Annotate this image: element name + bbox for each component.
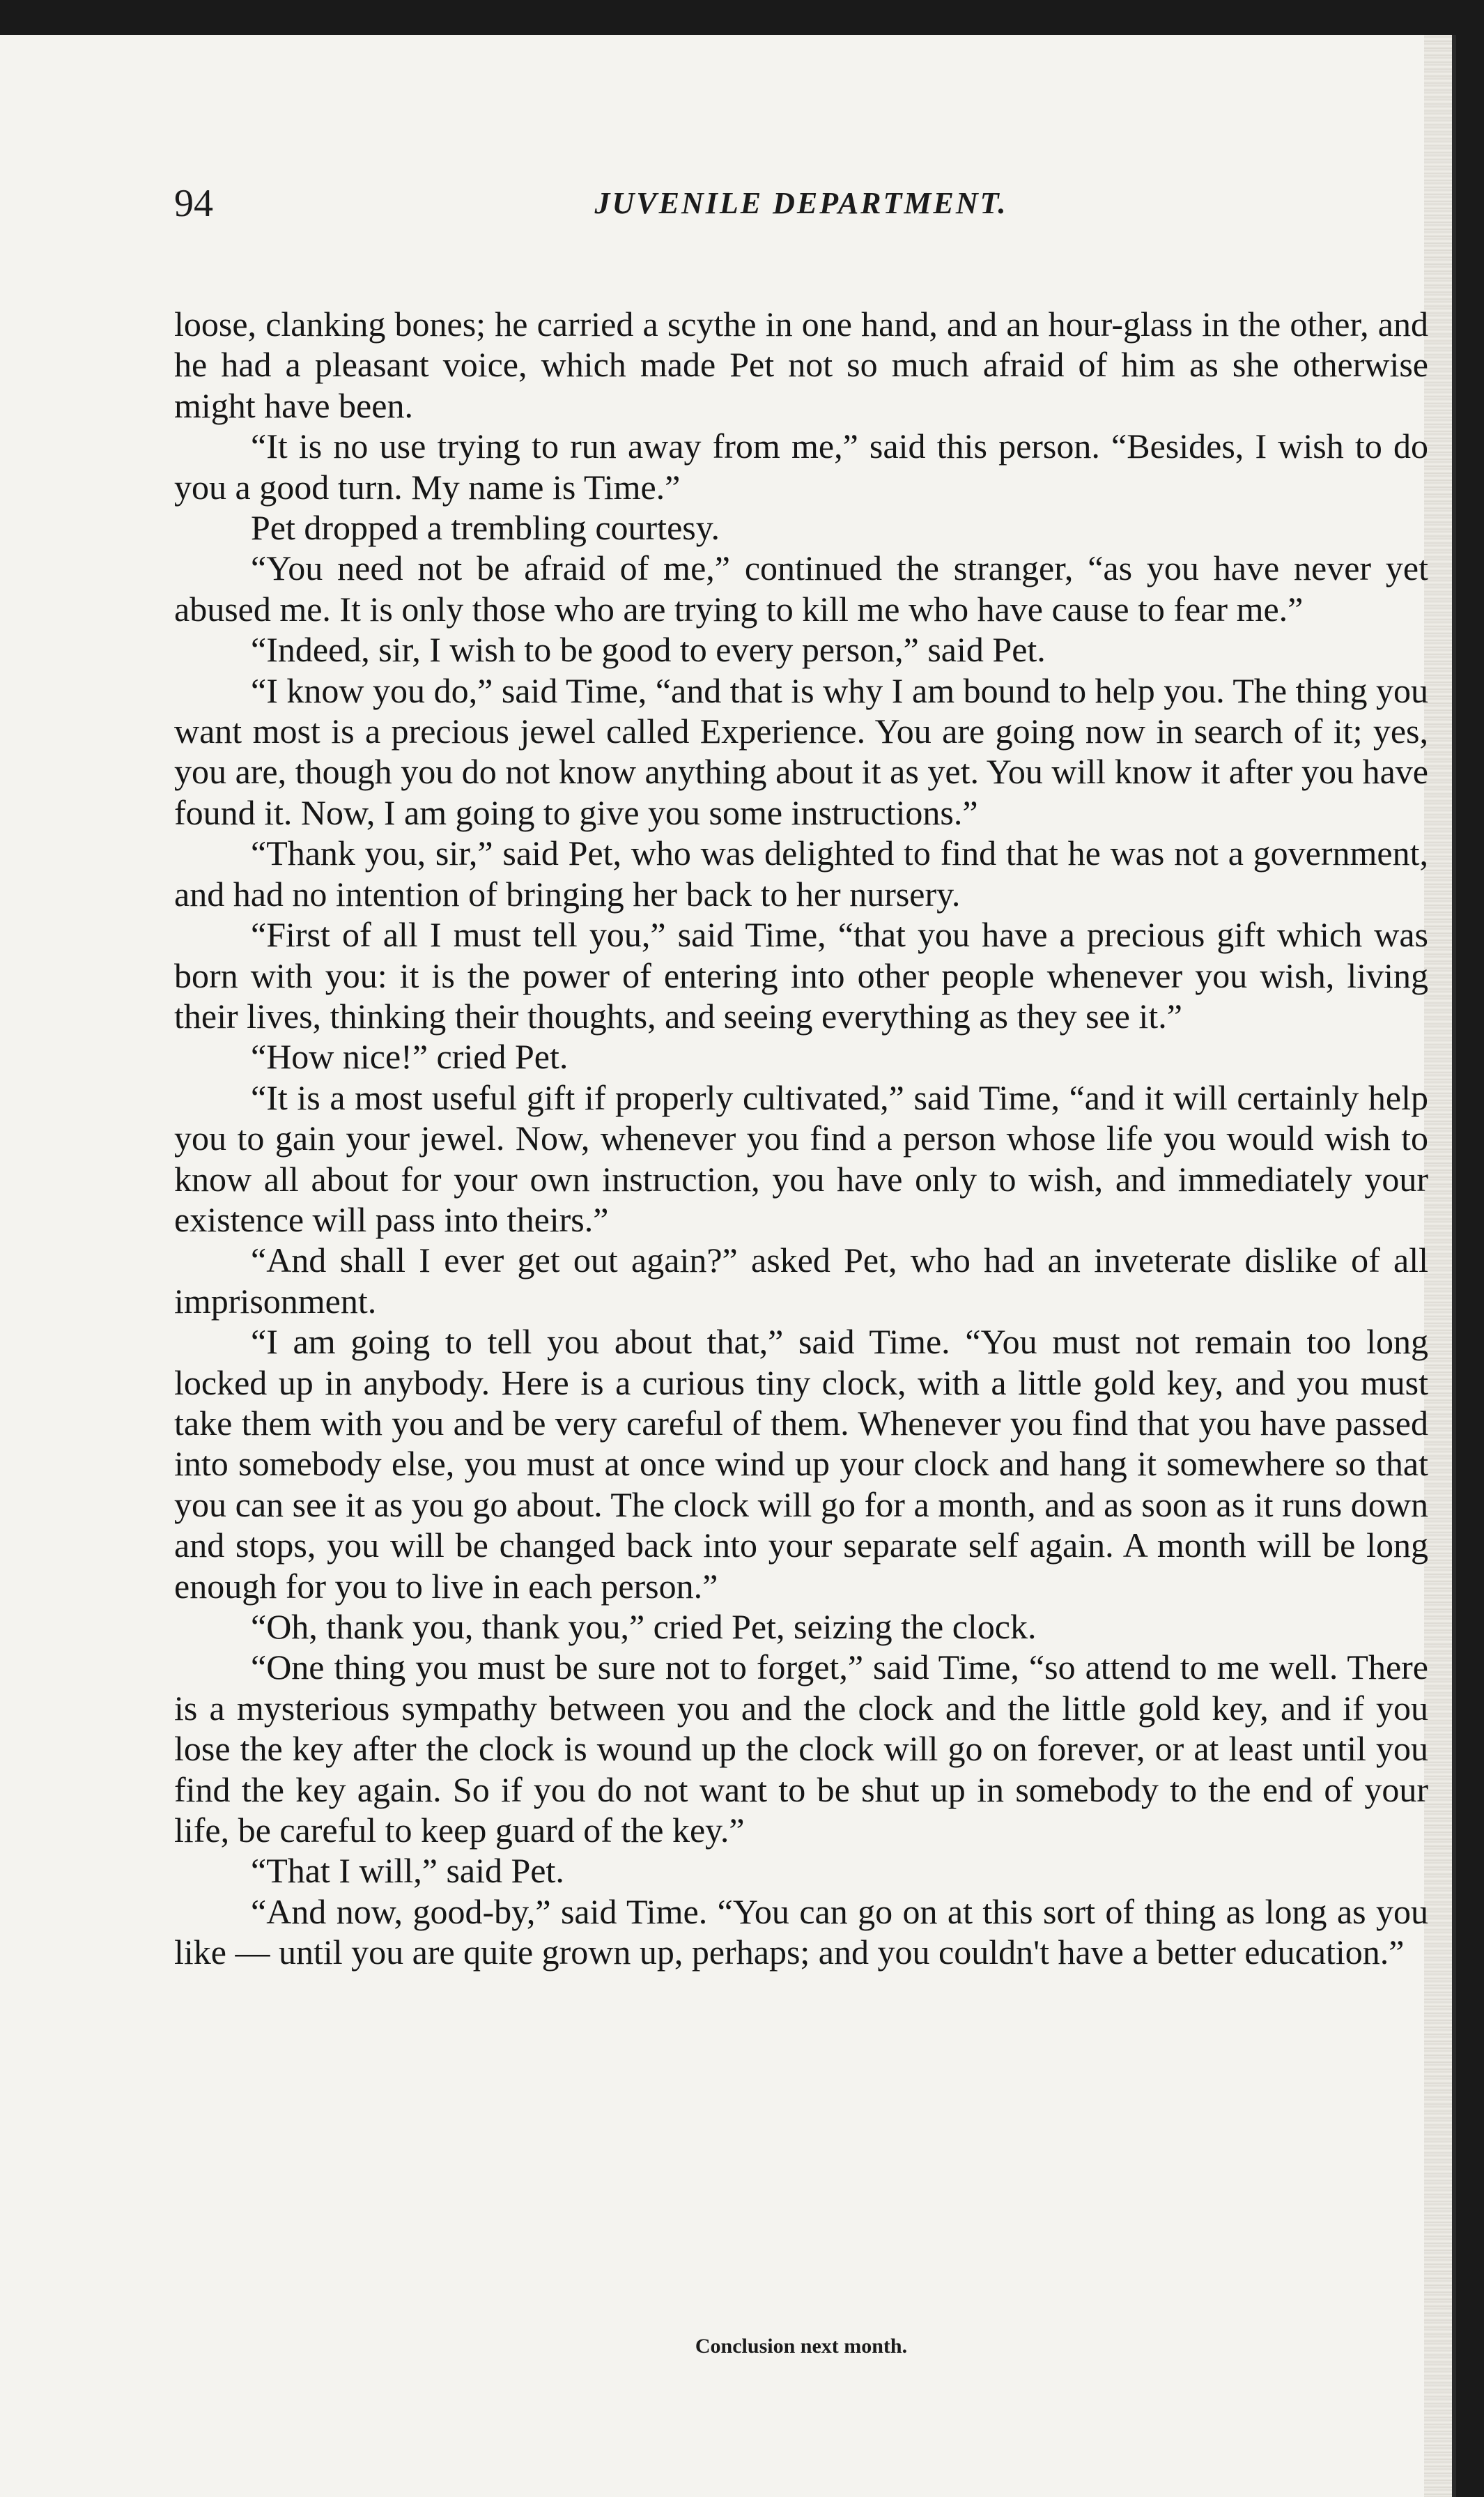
paragraph: “Thank you, sir,” said Pet, who was delighted to find that he was not a government, and had no intention of bringing her back to her nursery. [174,833,1428,914]
paragraph: “How nice!” cried Pet. [251,1037,569,1077]
paragraph: “I am going to tell you about that,” said Time. “You must not remain too long locked up in anybody. Here is a curious tiny clock, with a little gold key, and you must take them with you and be very careful of them. Whenever you find that you have passed into somebody else, you must at once wind up your clock and hang it somewhere so that you can see it as you go about. The clock will go for a month, and as soon as it runs down and stops, you will be changed back into your separate self again. A month will be long enough for you to live in each person.” [174,1322,1428,1606]
paragraph: “One thing you must be sure not to forget,” said Time, “so attend to me well. There is a mysterious sympathy between you and the clock and the little gold key, and if you lose the key after the clock is wound up the clock will go on forever, or at least until you find the key again. So if you do not want to be shut up in somebody to the end of your life, be careful to keep guard of the key.” [174,1647,1428,1850]
book-page [0,35,1456,2497]
paragraph: “And now, good-by,” said Time. “You can go on at this sort of thing as long as you like — until you are quite grown up, perhaps; and you couldn't have a better education.” [174,1891,1428,1972]
paragraph: “I know you do,” said Time, “and that is why I am bound to help you. The thing you want most is a precious jewel called Experience. You are going now in search of it; yes, you are, though you do not know anything about it as yet. You will know it after you have found it. Now, I am going to give you some instructions.” [174,670,1428,832]
paragraph: “That I will,” said Pet. [251,1851,564,1891]
paragraph: “It is a most useful gift if properly cultivated,” said Time, “and it will certainly help you to gain your jewel. Now, whenever you find a person whose life you would wish to know all about for your own instruction, you have only to wish, and immediately your existence will pass into theirs.” [174,1077,1428,1239]
continuation-note: Conclusion next month. [695,2335,908,2358]
paragraph: “And shall I ever get out again?” asked Pet, who had an inveterate dislike of all imprisonment. [174,1240,1428,1321]
paragraph: loose, clanking bones; he carried a scythe in one hand, and an hour-glass in the other, and he had a pleasant voice, which made Pet not so much afraid of him as she otherwise might have been. [174,305,1428,425]
paragraph: “First of all I must tell you,” said Time, “that you have a precious gift which was born with you: it is the power of entering into other people whenever you wish, living their lives, thinking their thoughts, and seeing everything as they see it.” [174,915,1428,1036]
body-text [174,304,1428,1973]
running-head: JUVENILE DEPARTMENT. [594,186,1008,220]
paragraph: “It is no use trying to run away from me,” said this person. “Besides, I wish to do you a good turn. My name is Time.” [174,427,1428,507]
paragraph: Pet dropped a trembling courtesy. [251,508,720,548]
paragraph: “Oh, thank you, thank you,” cried Pet, seizing the clock. [251,1607,1037,1646]
page-number: 94 [174,182,213,225]
page-edge [1424,35,1452,2497]
paragraph: “You need not be afraid of me,” continued the stranger, “as you have never yet abused me. It is only those who are trying to kill me who have cause to fear me.” [174,548,1428,629]
page-header [174,181,1428,237]
paragraph: “Indeed, sir, I wish to be good to every person,” said Pet. [251,630,1046,670]
